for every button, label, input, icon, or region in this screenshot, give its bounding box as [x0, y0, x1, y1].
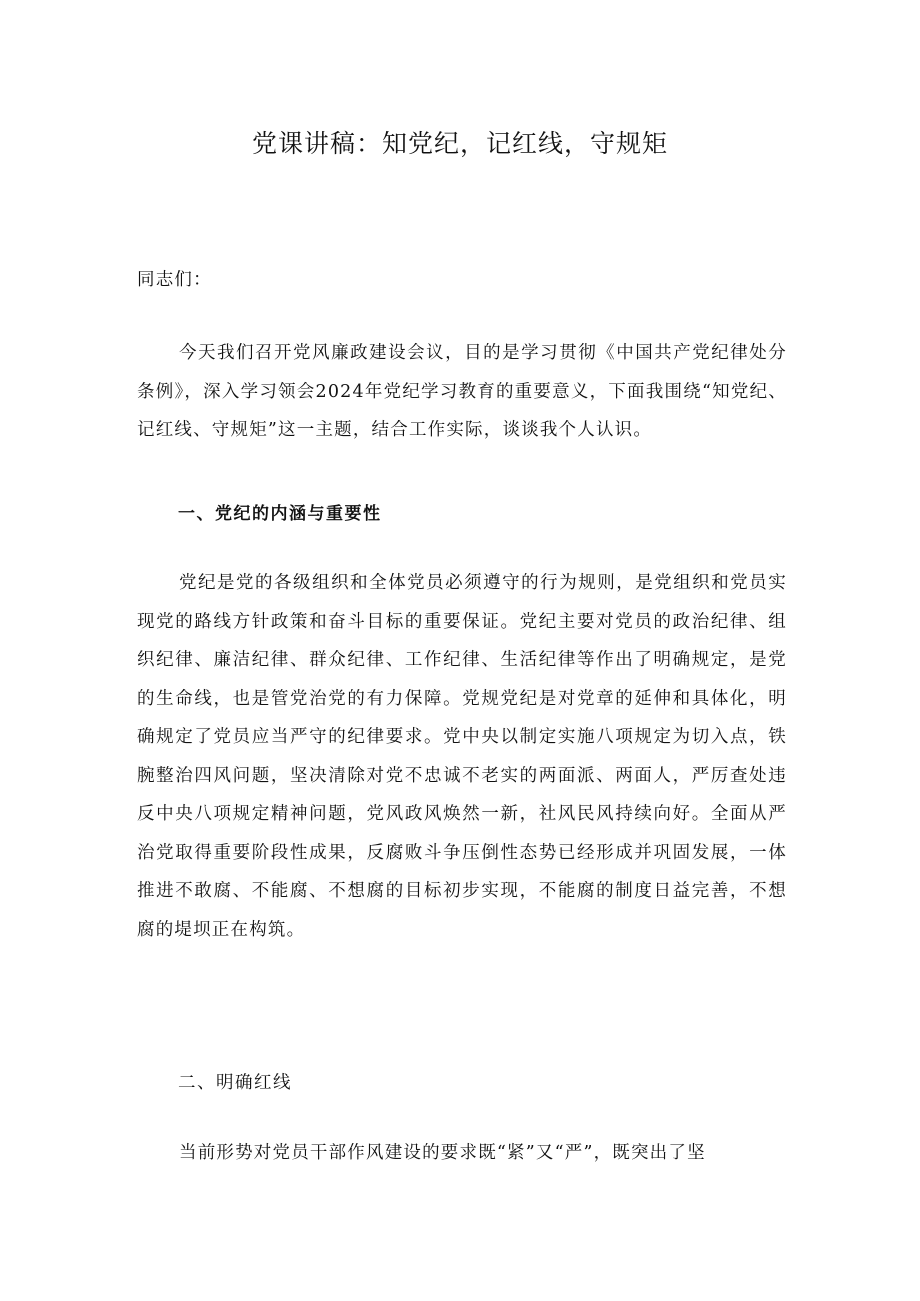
document-title: 党课讲稿：知党纪，记红线，守规矩: [251, 129, 668, 158]
section-heading-two: 二、明确红线: [178, 1073, 292, 1093]
intro-paragraph: 今天我们召开党风廉政建设会议，目的是学习贯彻《中国共产党纪律处分条例》，深入学习领会2024年党纪学习教育的重要意义，下面我围绕“知党纪、记红线、守规矩”这一主题，结合工作实际，谈谈我个人认识。: [137, 343, 787, 440]
section-heading-one: 一、党纪的内涵与重要性: [178, 504, 382, 524]
section-two-paragraph: 当前形势对党员干部作风建设的要求既“紧”又“严”，既突出了坚: [179, 1143, 706, 1163]
salutation: 同志们：: [137, 270, 212, 290]
section-one-paragraph: 党纪是党的各级组织和全体党员必须遵守的行为规则，是党组织和党员实现党的路线方针政策和奋斗目标的重要保证。党纪主要对党员的政治纪律、组织纪律、廉洁纪律、群众纪律、工作纪律、生活纪律等作出了明确规定，是党的生命线，也是管党治党的有力保障。党规党纪是对党章的延伸和具体化，明确规定了党员应当严守的纪律要求。党中央以制定实施八项规定为切入点，铁腕整治四风问题，坚决清除对党不忠诚不老实的两面派、两面人，严厉查处违反中央八项规定精神问题，党风政风焕然一新，社风民风持续向好。全面从严治党取得重要阶段性成果，反腐败斗争压倒性态势已经形成并巩固发展，一体推进不敢腐、不能腐、不想腐的目标初步实现，不能腐的制度日益完善，不想腐的堤坝正在构筑。: [137, 573, 787, 940]
